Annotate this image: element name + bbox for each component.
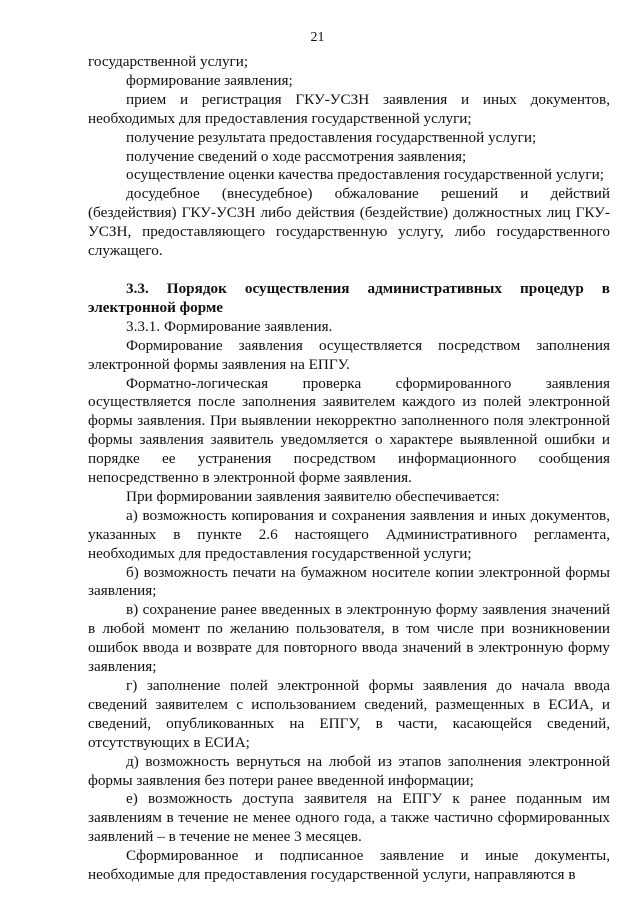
list-item-c: в) сохранение ранее введенных в электронную форму заявления значений в любой момент по желанию пользователя, в том числе при возникновении ошибок ввода и возврате для повторного ввода значений в электронную форму заявления; (88, 601, 610, 676)
section-heading-3-3: 3.3. Порядок осуществления административных процедур в электронной форме (88, 279, 610, 316)
paragraph-format-check: Форматно-логическая проверка сформированного заявления осуществляется после заполнения заявителем каждого из полей электронной формы заявления. При выявлении некорректно заполненного поля электронной формы заявления заявитель уведомляется о характере выявленной ошибки и порядке ее устранения посредством информационного сообщения непосредственно в электронной форме заявления. (88, 374, 610, 487)
list-item-appeal: досудебное (внесудебное) обжалование решений и действий (бездействия) ГКУ-УСЗН либо действия (бездействие) должностных лиц ГКУ-УСЗН, предоставляющего государственную услугу, либо государственного служащего. (88, 185, 610, 260)
list-item-e: д) возможность вернуться на любой из этапов заполнения электронной формы заявления без потери ранее введенной информации; (88, 752, 610, 789)
subsection-heading-3-3-1: 3.3.1. Формирование заявления. (126, 317, 333, 335)
list-item-form-application: формирование заявления; (126, 71, 293, 89)
list-item-a: а) возможность копирования и сохранения заявления и иных документов, указанных в пункте 2.6 настоящего Административного регламента, необходимых для предоставления государственной услуги; (88, 506, 610, 562)
paragraph-service-continuation: государственной услуги; (88, 53, 249, 70)
list-item-d: г) заполнение полей электронной формы заявления до начала ввода сведений заявителем с использованием сведений, размещенных в ЕСИА, и сведений, опубликованных на ЕПГУ, в части, касающейся сведений, отсутствующих в ЕСИА; (88, 677, 610, 751)
page-number: 21 (310, 30, 325, 45)
list-item-b: б) возможность печати на бумажном носителе копии электронной формы заявления; (88, 563, 610, 600)
paragraph-forming: Формирование заявления осуществляется посредством заполнения электронной формы заявления на ЕПГУ. (88, 336, 610, 373)
list-item-f: е) возможность доступа заявителя на ЕПГУ к ранее поданным им заявлениям в течение не менее одного года, а также частично сформированных заявлений – в течение не менее 3 месяцев. (88, 790, 610, 846)
paragraph-provided-intro: При формировании заявления заявителю обеспечивается: (126, 487, 500, 505)
list-item-get-result: получение результата предоставления государственной услуги; (126, 128, 537, 146)
paragraph-submission: Сформированное и подписанное заявление и иные документы, необходимые для предоставления государственной услуги, направляются в (88, 847, 610, 884)
list-item-receive-register: прием и регистрация ГКУ-УСЗН заявления и иных документов, необходимых для предоставления государственной услуги; (88, 90, 610, 127)
list-item-quality-assessment: осуществление оценки качества предоставления государственной услуги; (126, 166, 604, 184)
list-item-get-status: получение сведений о ходе рассмотрения заявления; (126, 147, 467, 165)
document-body (88, 53, 610, 885)
